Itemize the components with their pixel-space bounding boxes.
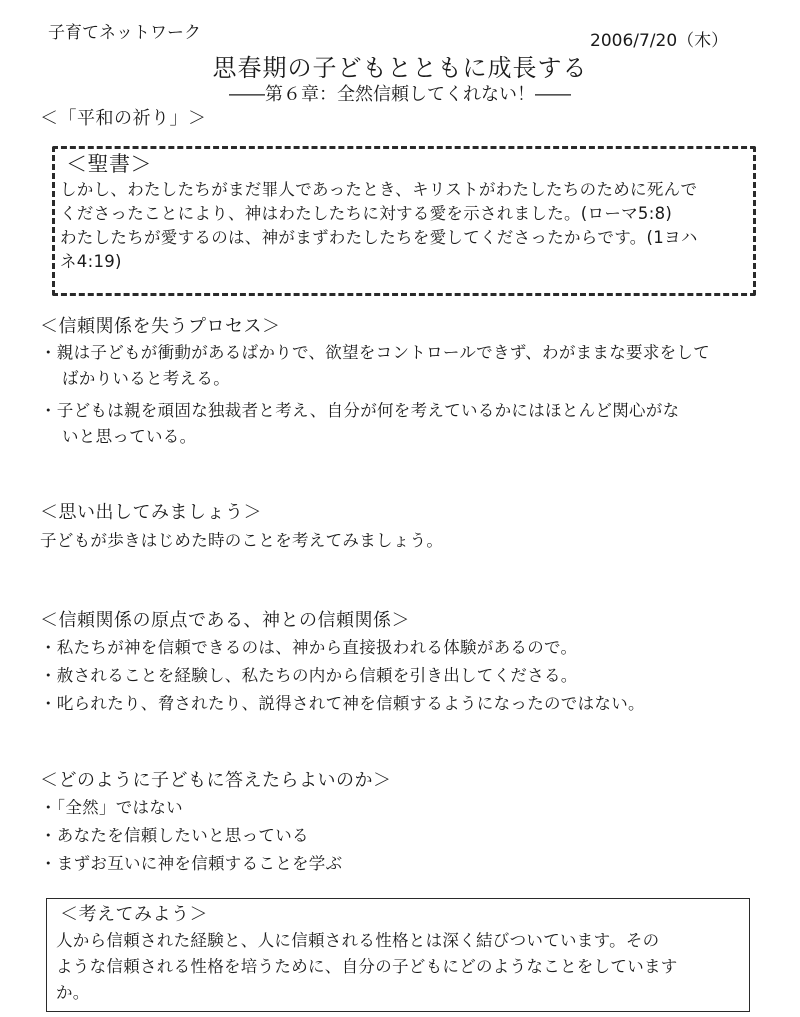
list-item: ・赦されることを経験し、私たちの内から信頼を引き出してくださる。 <box>40 666 578 685</box>
list-item: ・あなたを信頼したいと思っている <box>40 826 309 845</box>
section-heading: ＜信頼関係を失うプロセス＞ <box>40 316 281 337</box>
scripture-line: ネ4:19) <box>60 252 122 271</box>
reflect-line: か。 <box>56 983 90 1002</box>
section-heading: ＜思い出してみましょう＞ <box>40 502 262 523</box>
list-item: ・私たちが神を信頼できるのは、神から直接扱われる体験があるので。 <box>40 638 578 657</box>
list-item: ・まずお互いに神を信頼することを学ぶ <box>40 854 343 873</box>
scripture-line: しかし、わたしたちがまだ罪人であったとき、キリストがわたしたちのために死んで <box>60 180 698 199</box>
list-item: ・親は子どもが衝動があるばかりで、欲望をコントロールできず、わがままな要求をして ばかりいると考える。 <box>40 343 711 388</box>
scripture-line: わたしたちが愛するのは、神がまずわたしたちを愛してくださったからです。(1ヨハ <box>60 228 698 247</box>
list-item: ・「全然」ではない <box>40 798 183 817</box>
section-heading: ＜どのように子どもに答えたらよいのか＞ <box>40 770 392 791</box>
reflect-heading: ＜考えてみよう＞ <box>60 904 208 925</box>
scripture-heading: ＜聖書＞ <box>66 152 152 176</box>
section-text: 子どもが歩きはじめた時のことを考えてみましょう。 <box>40 531 444 550</box>
document-title: 思春期の子どもとともに成長する <box>212 54 588 82</box>
section-remember <box>40 500 443 556</box>
list-item: ・子どもは親を頑固な独裁者と考え、自分が何を考えているかにはほとんど関心がな いと思っている。 <box>40 401 680 446</box>
section-how-to-answer <box>40 768 392 878</box>
scripture-content <box>60 150 760 274</box>
document-subtitle: ――第６章：全然信頼してくれない！―― <box>229 84 571 105</box>
reflect-content <box>56 902 746 1006</box>
section-trust-loss <box>40 314 710 456</box>
document-date: 2006/7/20（木） <box>590 31 729 51</box>
list-item: ・叱られたり、脅されたり、説得されて神を信頼するようになったのではない。 <box>40 694 645 713</box>
section-heading: ＜信頼関係の原点である、神との信頼関係＞ <box>40 610 410 631</box>
prayer-heading: ＜「平和の祈り」＞ <box>40 108 207 129</box>
reflect-line: 人から信頼された経験と、人に信頼される性格とは深く結びついています。その <box>56 931 660 950</box>
scripture-line: くださったことにより、神はわたしたちに対する愛を示されました。(ローマ5:8) <box>60 204 673 223</box>
section-trust-god <box>40 608 645 718</box>
reflect-line: ような信頼される性格を培うために、自分の子どもにどのようなことをしています <box>56 957 678 976</box>
organization-name: 子育てネットワーク <box>48 23 201 43</box>
